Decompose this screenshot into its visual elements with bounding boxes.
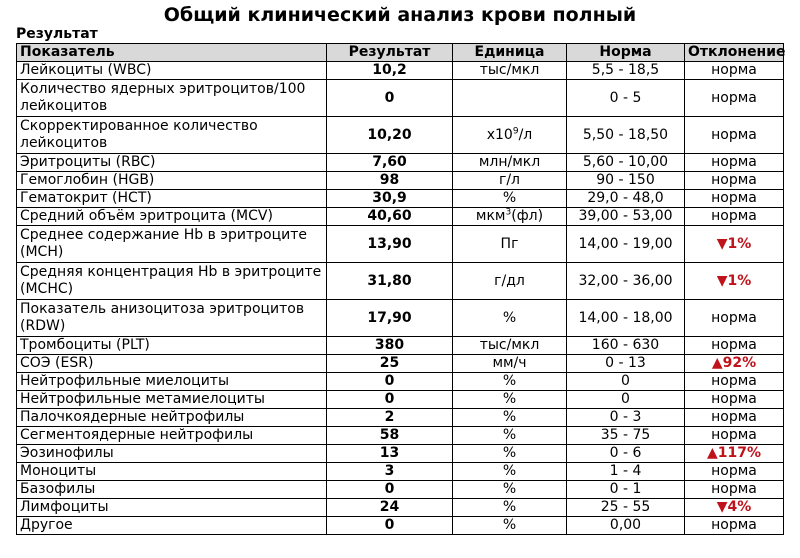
row-value: 0 xyxy=(327,517,453,535)
row-value: 31,80 xyxy=(327,263,453,300)
row-name: Эозинофилы xyxy=(17,445,327,463)
row-deviation: норма xyxy=(685,481,784,499)
table-row xyxy=(17,409,784,427)
row-deviation: норма xyxy=(685,373,784,391)
header-unit: Единица xyxy=(453,44,567,62)
table-row xyxy=(17,499,784,517)
row-name: Лимфоциты xyxy=(17,499,327,517)
row-norm: 160 - 630 xyxy=(567,337,685,355)
row-value: 58 xyxy=(327,427,453,445)
row-norm: 1 - 4 xyxy=(567,463,685,481)
row-name: Нейтрофильные миелоциты xyxy=(17,373,327,391)
row-unit: % xyxy=(453,463,567,481)
row-name: Показатель анизоцитоза эритроцитов (RDW) xyxy=(17,300,327,337)
row-unit: % xyxy=(453,409,567,427)
row-deviation: норма xyxy=(685,391,784,409)
row-unit: % xyxy=(453,427,567,445)
row-deviation-flag: ▼4% xyxy=(685,499,784,517)
row-value: 98 xyxy=(327,172,453,190)
row-norm: 0 - 1 xyxy=(567,481,685,499)
table-row xyxy=(17,337,784,355)
table-row xyxy=(17,226,784,263)
row-unit: тыс/мкл xyxy=(453,337,567,355)
row-value: 25 xyxy=(327,355,453,373)
row-norm: 5,60 - 10,00 xyxy=(567,154,685,172)
row-unit: % xyxy=(453,373,567,391)
row-deviation: норма xyxy=(685,300,784,337)
row-value: 3 xyxy=(327,463,453,481)
row-deviation: норма xyxy=(685,463,784,481)
unit-base: мкм xyxy=(475,208,506,224)
row-deviation: норма xyxy=(685,80,784,117)
row-norm: 35 - 75 xyxy=(567,427,685,445)
row-name: Количество ядерных эритроцитов/100 лейкоцитов xyxy=(17,80,327,117)
row-name: Средняя концентрация Hb в эритроците (MCHC) xyxy=(17,263,327,300)
row-unit xyxy=(453,208,567,226)
table-row xyxy=(17,463,784,481)
row-value: 0 xyxy=(327,80,453,117)
row-value: 30,9 xyxy=(327,190,453,208)
unit-suffix: /л xyxy=(518,126,533,143)
row-unit: % xyxy=(453,517,567,535)
row-value: 40,60 xyxy=(327,208,453,226)
table-header-row xyxy=(17,44,784,62)
row-name: Скорректированное количество лейкоцитов xyxy=(17,117,327,154)
row-deviation: норма xyxy=(685,427,784,445)
table-row xyxy=(17,80,784,117)
row-deviation: норма xyxy=(685,154,784,172)
row-deviation: норма xyxy=(685,337,784,355)
row-deviation: норма xyxy=(685,190,784,208)
row-unit xyxy=(453,117,567,154)
row-unit: % xyxy=(453,445,567,463)
row-value: 17,90 xyxy=(327,300,453,337)
row-deviation-flag: ▲117% xyxy=(685,445,784,463)
row-value: 10,2 xyxy=(327,62,453,80)
results-table xyxy=(16,43,784,535)
table-row xyxy=(17,355,784,373)
row-name: Гематокрит (HCT) xyxy=(17,190,327,208)
header-name: Показатель xyxy=(17,44,327,62)
row-name: СОЭ (ESR) xyxy=(17,355,327,373)
row-norm: 5,5 - 18,5 xyxy=(567,62,685,80)
row-unit: г/л xyxy=(453,172,567,190)
table-row xyxy=(17,300,784,337)
row-value: 0 xyxy=(327,391,453,409)
header-value: Результат xyxy=(327,44,453,62)
table-row xyxy=(17,427,784,445)
row-value: 0 xyxy=(327,481,453,499)
section-heading: Результат xyxy=(16,26,98,42)
row-norm: 29,0 - 48,0 xyxy=(567,190,685,208)
row-name: Моноциты xyxy=(17,463,327,481)
row-name: Палочкоядерные нейтрофилы xyxy=(17,409,327,427)
row-norm: 0 - 6 xyxy=(567,445,685,463)
row-name: Лейкоциты (WBC) xyxy=(17,62,327,80)
row-unit: тыс/мкл xyxy=(453,62,567,80)
row-name: Базофилы xyxy=(17,481,327,499)
row-deviation: норма xyxy=(685,117,784,154)
unit-exponent: 9 xyxy=(512,125,519,136)
table-row xyxy=(17,481,784,499)
row-norm: 14,00 - 19,00 xyxy=(567,226,685,263)
table-row xyxy=(17,517,784,535)
row-deviation: норма xyxy=(685,62,784,80)
row-norm: 0,00 xyxy=(567,517,685,535)
unit-base: x10 xyxy=(486,126,513,143)
row-value: 7,60 xyxy=(327,154,453,172)
row-deviation: норма xyxy=(685,208,784,226)
row-name: Нейтрофильные метамиелоциты xyxy=(17,391,327,409)
row-norm: 5,50 - 18,50 xyxy=(567,117,685,154)
row-deviation-flag: ▲92% xyxy=(685,355,784,373)
row-norm: 39,00 - 53,00 xyxy=(567,208,685,226)
row-name: Тромбоциты (PLT) xyxy=(17,337,327,355)
unit-exponent: 3 xyxy=(505,207,512,218)
row-unit: г/дл xyxy=(453,263,567,300)
row-deviation: норма xyxy=(685,172,784,190)
table-row xyxy=(17,172,784,190)
row-norm: 25 - 55 xyxy=(567,499,685,517)
row-unit: % xyxy=(453,300,567,337)
table-row xyxy=(17,62,784,80)
table-row xyxy=(17,190,784,208)
row-value: 13 xyxy=(327,445,453,463)
table-row xyxy=(17,445,784,463)
row-norm: 0 xyxy=(567,391,685,409)
row-unit: % xyxy=(453,190,567,208)
header-norm: Норма xyxy=(567,44,685,62)
document-title: Общий клинический анализ крови полный xyxy=(163,4,637,26)
row-norm: 14,00 - 18,00 xyxy=(567,300,685,337)
row-unit: % xyxy=(453,481,567,499)
row-value: 24 xyxy=(327,499,453,517)
header-deviation: Отклонение xyxy=(685,44,784,62)
row-deviation-flag: ▼1% xyxy=(685,263,784,300)
row-norm: 0 - 13 xyxy=(567,355,685,373)
row-value: 13,90 xyxy=(327,226,453,263)
row-unit: млн/мкл xyxy=(453,154,567,172)
row-deviation: норма xyxy=(685,517,784,535)
table-row xyxy=(17,208,784,226)
row-name: Другое xyxy=(17,517,327,535)
row-unit: мм/ч xyxy=(453,355,567,373)
row-deviation: норма xyxy=(685,409,784,427)
row-name: Средний объём эритроцита (MCV) xyxy=(17,208,327,226)
unit-suffix: (фл) xyxy=(511,208,544,224)
row-name: Сегментоядерные нейтрофилы xyxy=(17,427,327,445)
table-row xyxy=(17,263,784,300)
row-unit: % xyxy=(453,499,567,517)
row-deviation-flag: ▼1% xyxy=(685,226,784,263)
table-row xyxy=(17,373,784,391)
row-unit: Пг xyxy=(453,226,567,263)
row-norm: 0 xyxy=(567,373,685,391)
row-value: 0 xyxy=(327,373,453,391)
row-value: 2 xyxy=(327,409,453,427)
table-row xyxy=(17,154,784,172)
table-row xyxy=(17,391,784,409)
row-name: Среднее содержание Hb в эритроците (MCH) xyxy=(17,226,327,263)
row-norm: 32,00 - 36,00 xyxy=(567,263,685,300)
row-norm: 0 - 3 xyxy=(567,409,685,427)
row-value: 10,20 xyxy=(327,117,453,154)
row-name: Эритроциты (RBC) xyxy=(17,154,327,172)
row-name: Гемоглобин (HGB) xyxy=(17,172,327,190)
row-norm: 90 - 150 xyxy=(567,172,685,190)
row-norm: 0 - 5 xyxy=(567,80,685,117)
row-value: 380 xyxy=(327,337,453,355)
row-unit: % xyxy=(453,391,567,409)
row-unit xyxy=(453,80,567,117)
table-row xyxy=(17,117,784,154)
